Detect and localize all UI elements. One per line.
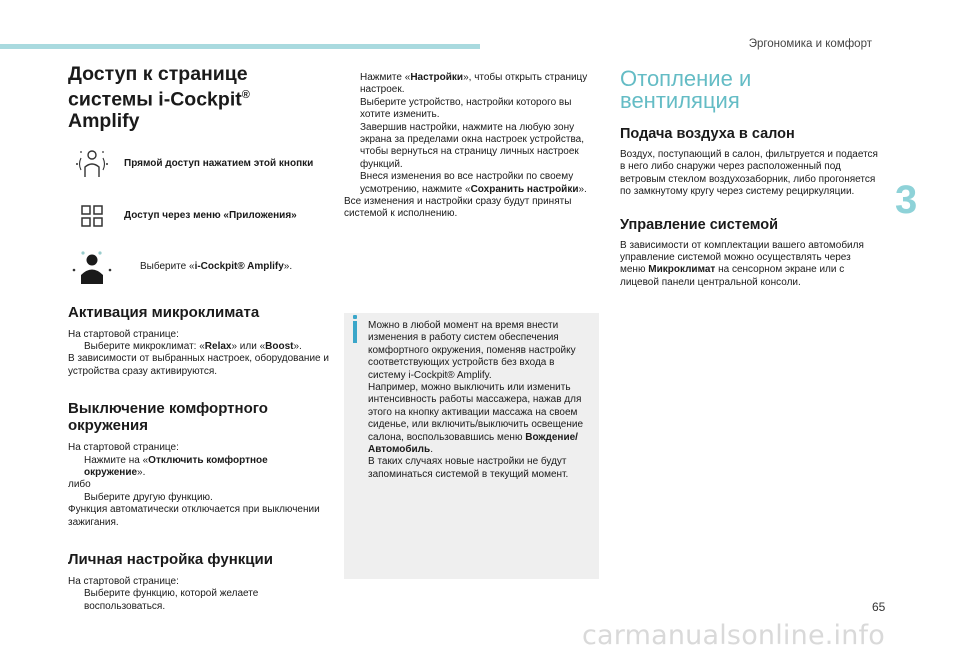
text-or: либо [68, 479, 91, 491]
section-title-heating: Отопление и вентиляция [620, 66, 752, 113]
heading-climate-activation: Активация микроклимата [68, 303, 260, 321]
info-text-2: Например, можно выключить или изменить интенсивность работы массажера, нажав для этого на кнопку активации массажа на своем сиденье, или включить/выключить освещение салона, воспользовавшись меню Вождение/Автомобиль. [368, 382, 584, 456]
column-left [68, 64, 330, 613]
bullet-finish-settings: Завершив настройки, нажмите на любую зону экрана за пределами окна настроек устройства, чтобы вернуться на страницу личных настроек функций. [360, 121, 585, 170]
select-icockpit-bullet: Выберите «i-Cockpit® Amplify». [140, 261, 293, 273]
apps-grid-icon [68, 196, 116, 236]
text-activation-note: В зависимости от выбранных настроек, оборудование и устройства сразу активируются. [68, 353, 329, 377]
heading-air-supply: Подача воздуха в салон [620, 126, 795, 142]
bullet-select-device: Выберите устройство, настройки которого вы хотите изменить. [360, 96, 572, 121]
page-number: 65 [872, 600, 886, 614]
text-home-page-1: На стартовой странице: [68, 328, 179, 340]
info-icon [353, 321, 357, 343]
bullet-select-climate: Выберите микроклимат: «Relax» или «Boost». [84, 340, 302, 352]
text-home-page-3: На стартовой странице: [68, 575, 179, 587]
icon-row-apps [68, 196, 330, 236]
info-icon-dot [353, 315, 357, 319]
chapter-number: 3 [895, 178, 918, 222]
text-auto-off-note: Функция автоматически отключается при выключении зажигания. [68, 504, 320, 528]
heading-system-control: Управление системой [620, 216, 779, 233]
header-accent-bar [0, 44, 480, 49]
bullet-select-function: Выберите функцию, которой желаете воспользоваться. [84, 588, 259, 612]
person-bust-icon [68, 248, 116, 288]
direct-access-label: Прямой доступ нажатием этой кнопки [124, 158, 314, 169]
bullet-disable-comfort: Нажмите на «Отключить комфортное окружение». [84, 454, 268, 478]
info-text-1: Можно в любой момент на время внести изменения в работу систем обеспечения комфортного окружения, поменяв настройку соответствующих устройств без входа в систему i-Cockpit® Amplify. [368, 320, 576, 381]
heading-personal-settings: Личная настройка функции [68, 550, 273, 568]
icon-row-select [68, 248, 330, 288]
header-section-title: Эргономика и комфорт [748, 38, 872, 50]
footer-watermark: carmanualsonline.info [582, 620, 885, 649]
text-system-control: В зависимости от комплектации вашего автомобиля управление системой можно осуществлять через меню Микроклимат на сенсорном экране или с лицевой панели центральной консоли. [620, 239, 864, 288]
section-title-icockpit: Доступ к странице системы i-Cockpit® Amplify [68, 63, 250, 132]
info-text-3: В таких случаях новые настройки не будут запоминаться системой в текущий момент. [368, 456, 569, 480]
bullet-press-settings: Нажмите «Настройки», чтобы открыть страницу настроек. [360, 72, 588, 96]
column-middle [344, 72, 599, 221]
bullet-other-function: Выберите другую функцию. [84, 491, 213, 503]
bullet-save-settings: Внеся изменения во все настройки по своему усмотрению, нажмите «Сохранить настройки». [360, 171, 587, 195]
text-air-supply: Воздух, поступающий в салон, фильтруется и подается в него либо снаружи через расположенный под ветровым стеклом воздухозаборник, либо прогоняется по замкнутому кругу через систему рециркуляции. [620, 149, 878, 198]
icon-row-direct [68, 144, 330, 184]
text-changes-applied: Все изменения и настройки сразу будут приняты системой к исполнению. [344, 196, 572, 220]
info-box [344, 313, 599, 579]
column-right [620, 68, 878, 289]
apps-menu-label: Доступ через меню «Приложения» [124, 210, 297, 221]
person-waves-icon [68, 144, 116, 184]
heading-comfort-off: Выключение комфортного окружения [68, 400, 268, 435]
text-home-page-2: На стартовой странице: [68, 442, 179, 454]
